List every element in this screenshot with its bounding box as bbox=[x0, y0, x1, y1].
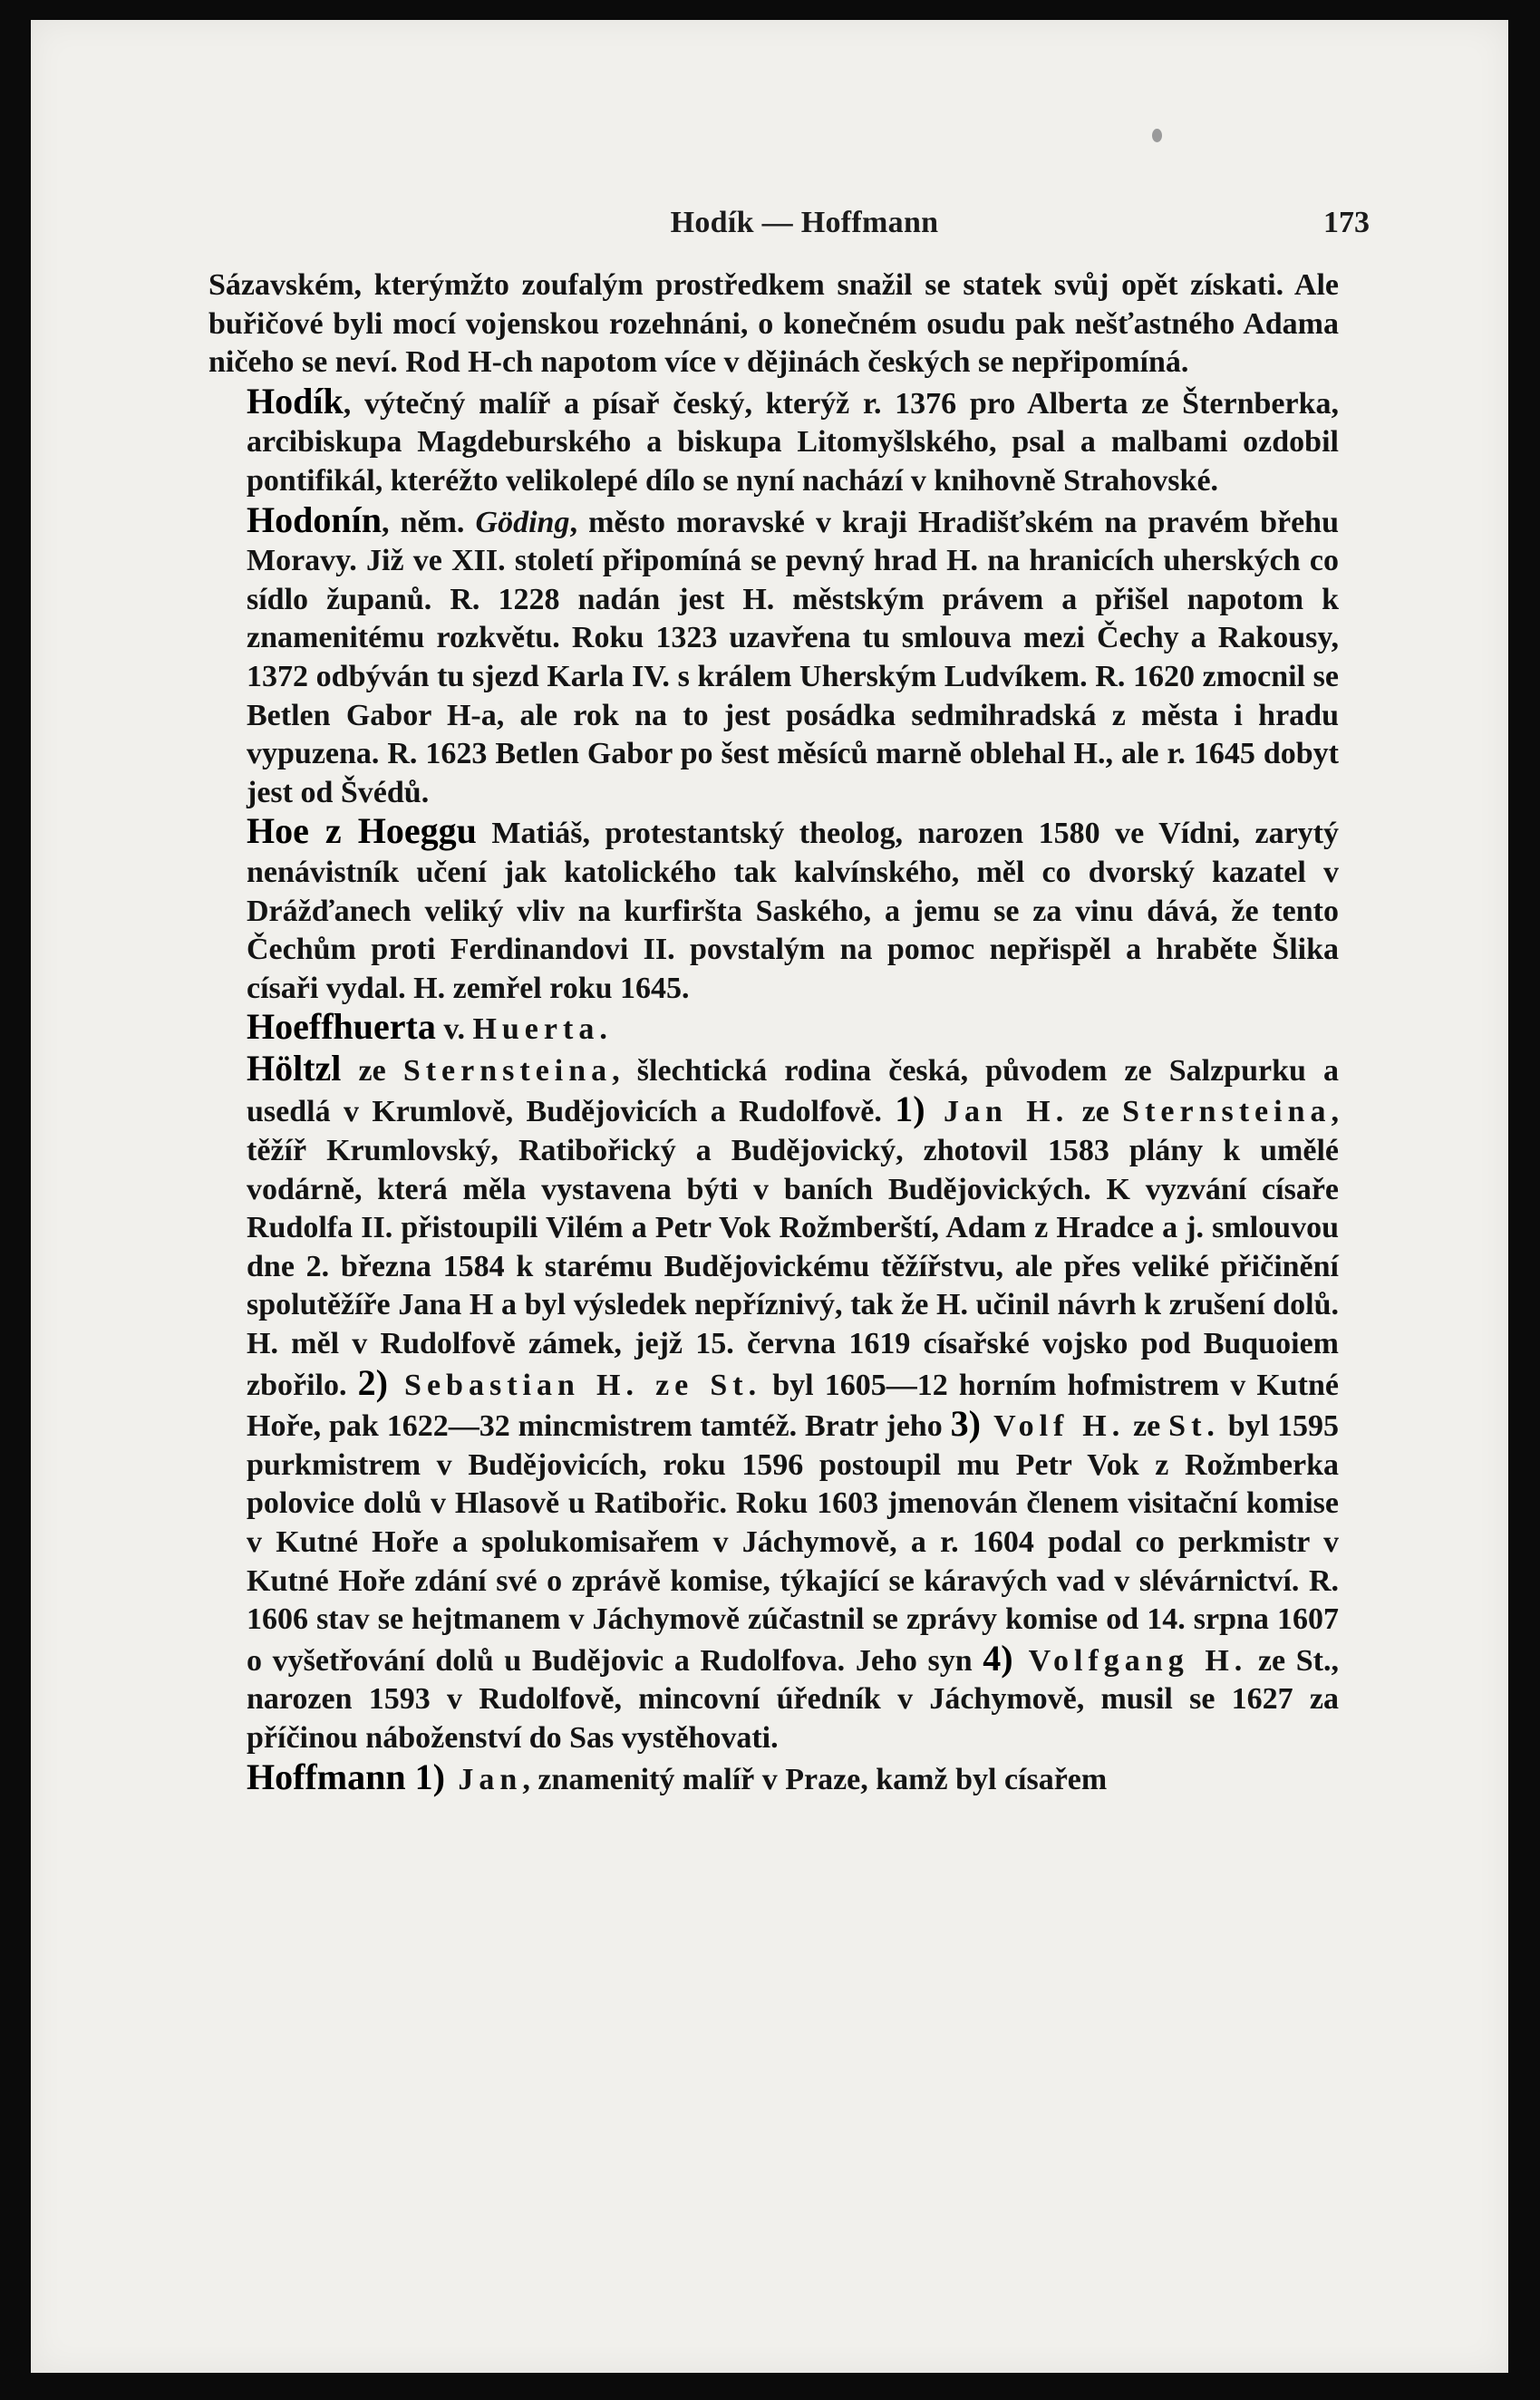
entry-text: , znamenitý malíř v Praze, kamž byl císařem bbox=[522, 1762, 1108, 1796]
entry-number: 3) bbox=[950, 1403, 981, 1445]
entry-text: , těžíř Krumlovský, Ratibořický a Budějovický, zhotovil 1583 plány k umělé vodárně, která měla vystavena býti v baních Budějovických. K vyzvání císaře Rudolfa II. přistoupili Vilém a Petr Vok Rožmberští, Adam z Hradce a j. smlouvou dne 2. března 1584 k starému Budějovickému těžířstvu, ale přes veliké přičinění spolutěžíře Jana H a byl výsledek nepříznivý, tak že H. učinil návrh k zrušení dolů. H. měl v Rudolfově zámek, jejž 15. června 1619 císařské vojsko pod Buquoiem zbořilo. bbox=[247, 1095, 1339, 1402]
entry-text: byl 1595 purkmistrem v Budějovicích, roku 1596 postoupil mu Petr Vok z Rožmberka polovice dolů v Hlasově u Ratibořic. Roku 1603 jmenován členem visitační komise v Kutné Hoře a spolukomisařem v Jáchymově, a r. 1604 podal co perkmistr v Kutné Hoře zdání své o zprávě komise, týkající se káravých vad v slévárnictví. R. 1606 stav se hejtmanem v Jáchymově zúčastnil se zprávy komise od 14. srpna 1607 o vyšetřování dolů u Budějovic a Rudolfova. Jeho syn bbox=[247, 1409, 1339, 1678]
entry-text: , výtečný malíř a písař český, kterýž r. 1376 pro Alberta ze Šternberka, arcibiskupa Magdeburského a biskupa Litomyšlského, psal a malbami ozdobil pontifikál, kteréžto velikolepé dílo se nyní nachází v knihovně Strahovské. bbox=[247, 386, 1339, 498]
headword-hoeffhuerta: Hoeffhuerta bbox=[247, 1006, 436, 1048]
page-speck bbox=[1152, 129, 1162, 142]
spaced-name: Sternsteina bbox=[1122, 1095, 1332, 1129]
spaced-name: Sternsteina bbox=[402, 1053, 613, 1088]
headword-hodik: Hodík bbox=[247, 380, 344, 421]
entry-text: , něm. bbox=[381, 505, 476, 539]
page-number: 173 bbox=[1323, 206, 1370, 239]
entry-text: byl 1605—12 horním hofmistrem v Kutné Hoře, pak 1622—32 mincmistrem tamtéž. Bratr jeho bbox=[247, 1368, 1339, 1444]
spaced-name: Jan H. bbox=[925, 1095, 1070, 1129]
entry-number: 2) bbox=[357, 1361, 388, 1403]
entry-holtzl bbox=[208, 1047, 1340, 1758]
entry-hodik bbox=[208, 382, 1339, 501]
page-header bbox=[239, 206, 1370, 251]
entry-text: . bbox=[599, 1012, 607, 1047]
headword-hoffmann: Hoffmann bbox=[247, 1756, 406, 1797]
headword-hodonin: Hodonín bbox=[247, 498, 382, 540]
entry-hoeffhuerta bbox=[208, 1008, 1339, 1050]
entry-continuation bbox=[208, 266, 1339, 382]
entry-hoffmann bbox=[208, 1758, 1339, 1800]
entry-text: ze bbox=[1125, 1409, 1169, 1444]
entry-number: 4) bbox=[983, 1637, 1013, 1679]
entry-text: ze bbox=[1069, 1095, 1123, 1129]
entry-hoe bbox=[208, 812, 1339, 1008]
entry-number: 1) bbox=[405, 1756, 445, 1797]
spaced-name: Sebastian H. ze St. bbox=[387, 1368, 762, 1402]
headword-hoe: Hoe z Hoeggu bbox=[247, 810, 477, 852]
running-head: Hodík — Hoffmann bbox=[670, 206, 939, 239]
entry-text: , město moravské v kraji Hradišťském na pravém břehu Moravy. Již ve XII. století připomíná se pevný hrad H. na hranicích uherských co sídlo županů. R. 1228 nadán jest H. městským právem a přišel napotom k znamenitému rozkvětu. Roku 1323 uzavřena tu smlouva mezi Čechy a Rakousy, 1372 odbýván tu sjezd Karla IV. s králem Uherským Ludvíkem. R. 1620 zmocnil se Betlen Gabor H-a, ale rok na to jest posádka sedmihradská z města i hradu vypuzena. R. 1623 Betlen Gabor po šest měsíců marně oblehal H., ale r. 1645 dobyt jest od Švédů. bbox=[247, 505, 1339, 809]
spaced-name: St. bbox=[1168, 1409, 1220, 1444]
spaced-name: Volfgang H. bbox=[1012, 1643, 1248, 1678]
entry-text: Matiáš, protestantský theolog, narozen 1580 ve Vídni, zarytý nenávistník učení jak katolického tak kalvínského, měl co dvorský kazatel v Drážďanech veliký vliv na kurfiršta Saského, a jemu se za vinu dává, že tento Čechům proti Ferdinandovi II. povstalým na pomoc nepřispěl a hraběte Šlika císaři vydal. H. zemřel roku 1645. bbox=[247, 817, 1339, 1005]
page-text bbox=[208, 266, 1339, 1799]
continuation-text: Sázavském, kterýmžto zoufalým prostředkem snažil se statek svůj opět získati. Ale buřičové byli mocí vojenskou rozehnáni, o konečném osudu pak nešťastného Adama ničeho se neví. Rod H-ch napotom více v dějinách českých se nepřipomíná. bbox=[208, 268, 1339, 380]
cross-reference: Huerta bbox=[472, 1012, 600, 1047]
spaced-name: Jan bbox=[444, 1762, 523, 1796]
entry-text: , šlechtická rodina česká, původem ze Salzpurku a usedlá v Krumlově, Budějovicích a Rudolfově. bbox=[247, 1053, 1339, 1129]
entry-text: ze St., narozen 1593 v Rudolfově, mincovní úředník v Jáchymově, musil se 1627 za příčinou náboženství do Sas vystěhovati. bbox=[247, 1643, 1340, 1755]
entry-number: 1) bbox=[895, 1089, 925, 1130]
german-name: Göding bbox=[475, 505, 570, 539]
entry-text: v. bbox=[435, 1012, 473, 1047]
entry-text: ze bbox=[341, 1053, 403, 1088]
entry-hodonin bbox=[208, 498, 1339, 813]
headword-holtzl: Höltzl bbox=[247, 1047, 342, 1089]
spaced-name: Volf H. bbox=[980, 1409, 1126, 1444]
